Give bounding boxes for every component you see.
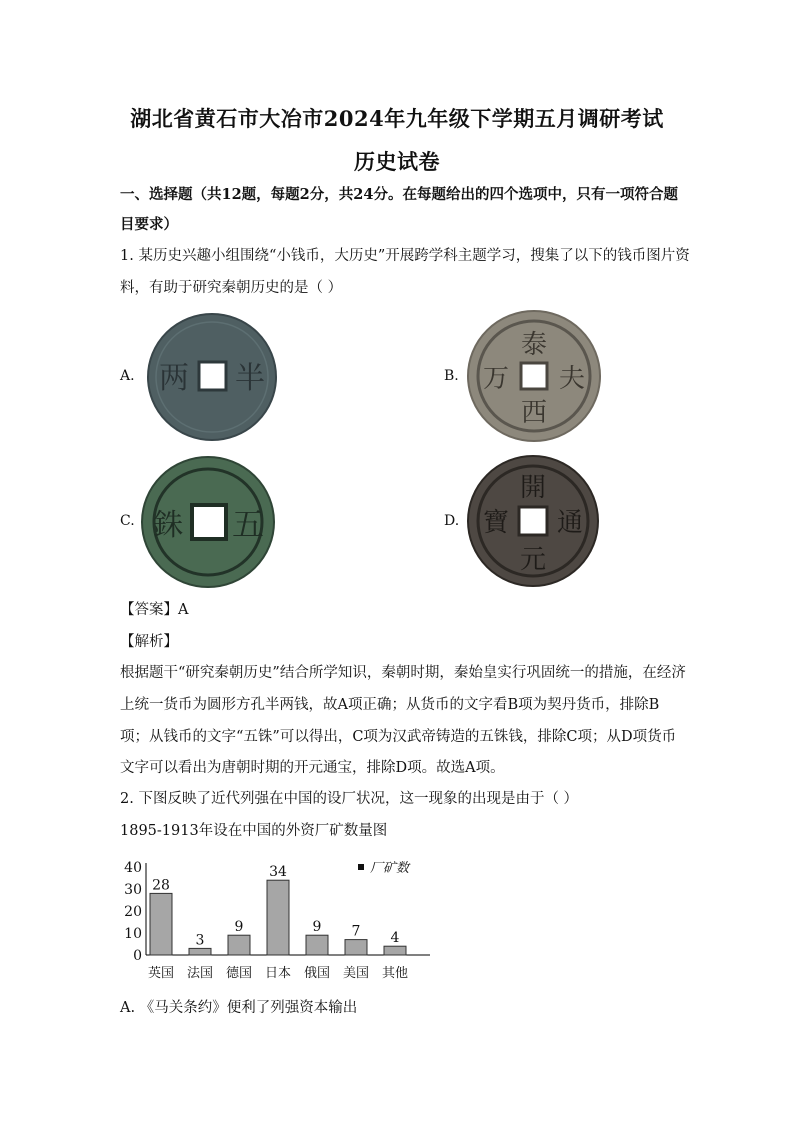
coin-image-a <box>146 312 278 442</box>
exam-subtitle: 历史试卷 <box>354 149 440 174</box>
analysis-line-3: 项；从钱币的文字“五铢”可以得出，C项为汉武帝铸造的五铢钱，排除C项；从D项货币 <box>120 729 677 745</box>
analysis-line-1: 根据题干“研究秦朝历史”结合所学知识，秦朝时期，秦始皇实行巩固统一的措施，在经济 <box>120 665 686 681</box>
bar-value-label: 3 <box>195 932 205 949</box>
bar <box>345 940 367 955</box>
coin-c-char-right: 五 <box>231 505 265 543</box>
coin-image-b <box>466 309 602 444</box>
x-tick-label: 俄国 <box>303 966 331 981</box>
coin-a-char-left: 两 <box>159 361 189 396</box>
analysis-line-4: 文字可以看出为唐朝时期的开元通宝，排除D项。故选A项。 <box>120 760 505 776</box>
coin-b-char-top: 泰 <box>520 330 548 360</box>
coin-b-char-right: 夫 <box>558 364 586 394</box>
coin-image-c <box>140 455 276 589</box>
x-tick-label: 美国 <box>342 966 370 981</box>
bar <box>150 893 172 955</box>
analysis-line-2: 上统一货币为圆形方孔半两钱，故A项正确；从货币的文字看B项为契丹货币，排除B <box>120 697 660 713</box>
legend-swatch <box>358 864 364 870</box>
bar <box>228 935 250 955</box>
section-heading-line1: 一、选择题（共12题，每题2分，共24分。在每题给出的四个选项中，只有一项符合题 <box>120 186 678 203</box>
x-tick-label: 法国 <box>186 966 214 981</box>
y-tick-label: 40 <box>124 860 142 876</box>
question2-option-a: A. 《马关条约》便利了列强资本输出 <box>120 1000 358 1016</box>
coin-d-char-left: 寶 <box>482 508 510 538</box>
coin-b-char-left: 万 <box>482 364 510 394</box>
y-tick-label: 20 <box>124 904 142 920</box>
coin-c-char-left: 銖 <box>153 508 183 543</box>
legend-label: 厂矿数 <box>370 861 410 876</box>
coin-image-d <box>466 454 600 588</box>
bar-value-label: 4 <box>390 930 400 947</box>
coin-b-char-bottom: 西 <box>520 398 548 428</box>
question1-stem-line1: 1. 某历史兴趣小组围绕“小钱币，大历史”开展跨学科主题学习，搜集了以下的钱币图片资 <box>120 248 690 264</box>
coin-d-char-bottom: 元 <box>519 545 547 575</box>
option-c-label: C. <box>120 513 135 529</box>
question1-stem-line2: 料，有助于研究秦朝历史的是（ ） <box>120 280 343 296</box>
x-tick-label: 德国 <box>225 966 253 981</box>
y-tick-label: 30 <box>124 882 142 898</box>
bar-value-label: 7 <box>351 923 361 940</box>
chart-caption: 1895-1913年设在中国的外资厂矿数量图 <box>120 823 388 839</box>
bar <box>306 935 328 955</box>
bar <box>384 946 406 955</box>
x-tick-label: 其他 <box>381 966 409 981</box>
coin-d-char-right: 通 <box>556 508 584 538</box>
x-tick-label: 英国 <box>147 966 175 981</box>
section-heading-line2: 目要求） <box>120 216 178 233</box>
y-tick-label: 10 <box>124 926 142 942</box>
bar-value-label: 9 <box>312 919 322 936</box>
option-d-label: D. <box>444 513 460 529</box>
question2-stem: 2. 下图反映了近代列强在中国的设厂状况，这一现象的出现是由于（ ） <box>120 791 579 807</box>
option-a-label: A. <box>120 368 135 384</box>
coin-d-char-top: 開 <box>519 473 547 503</box>
bar <box>189 948 211 955</box>
analysis-heading: 【解析】 <box>120 634 178 650</box>
option-b-label: B. <box>444 368 459 384</box>
bar-value-label: 34 <box>269 864 287 881</box>
coin-a-char-right: 半 <box>235 361 265 396</box>
answer-line: 【答案】A <box>120 602 189 618</box>
x-tick-label: 日本 <box>264 966 292 981</box>
exam-title: 湖北省黄石市大冶市2024年九年级下学期五月调研考试 <box>130 106 664 131</box>
y-tick-label: 0 <box>133 948 142 964</box>
bar <box>267 880 289 955</box>
bar-value-label: 9 <box>234 919 244 936</box>
bar-value-label: 28 <box>152 877 170 894</box>
bar-chart <box>110 852 430 990</box>
